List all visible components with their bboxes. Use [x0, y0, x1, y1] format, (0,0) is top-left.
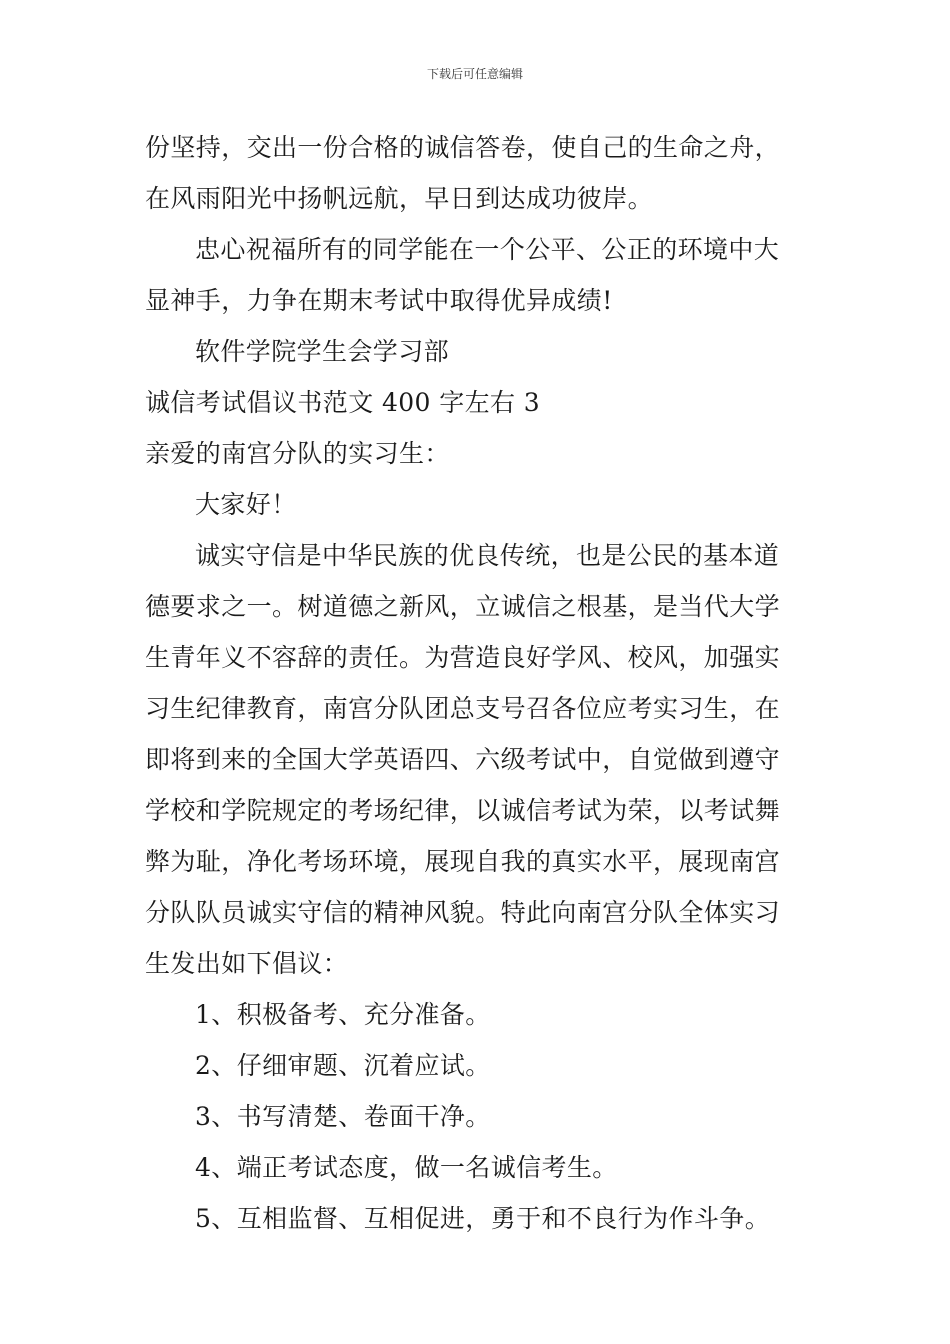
text-line: 显神手，力争在期末考试中取得优异成绩!: [145, 286, 613, 315]
text-line: 弊为耻，净化考场环境，展现自我的真实水平，展现南宫: [145, 847, 781, 876]
list-item: 3、书写清楚、卷面干净。: [195, 1102, 491, 1131]
text-line: 诚实守信是中华民族的优良传统，也是公民的基本道: [195, 541, 780, 570]
text-line: 习生纪律教育，南宫分队团总支号召各位应考实习生，在: [145, 694, 781, 723]
list-item: 5、互相监督、互相促进，勇于和不良行为作斗争。: [195, 1204, 771, 1233]
text-line: 在风雨阳光中扬帆远航，早日到达成功彼岸。: [145, 184, 654, 213]
greeting: 大家好！: [195, 490, 297, 519]
list-item: 4、端正考试态度，做一名诚信考生。: [195, 1153, 618, 1182]
text-line: 份坚持，交出一份合格的诚信答卷，使自己的生命之舟，: [145, 133, 781, 162]
section-title: 诚信考试倡议书范文 400 字左右 3: [145, 388, 541, 417]
page-header-note: 下载后可任意编辑: [426, 67, 523, 81]
text-line: 学校和学院规定的考场纪律，以诚信考试为荣，以考试舞: [145, 796, 781, 825]
document-body: [145, 122, 810, 1244]
list-item: 2、仔细审题、沉着应试。: [195, 1051, 491, 1080]
list-item: 1、积极备考、充分准备。: [195, 1000, 491, 1029]
text-line: 即将到来的全国大学英语四、六级考试中，自觉做到遵守: [145, 745, 781, 774]
text-line: 德要求之一。树道德之新风，立诚信之根基，是当代大学: [145, 592, 781, 621]
text-line: 分队队员诚实守信的精神风貌。特此向南宫分队全体实习: [145, 898, 781, 927]
signature-line: 软件学院学生会学习部: [195, 337, 450, 366]
text-line: 生青年义不容辞的责任。为营造良好学风、校风，加强实: [145, 643, 781, 672]
text-line: 忠心祝福所有的同学能在一个公平、公正的环境中大: [195, 235, 780, 264]
text-line: 生发出如下倡议：: [145, 949, 349, 978]
salutation: 亲爱的南宫分队的实习生：: [145, 439, 450, 468]
